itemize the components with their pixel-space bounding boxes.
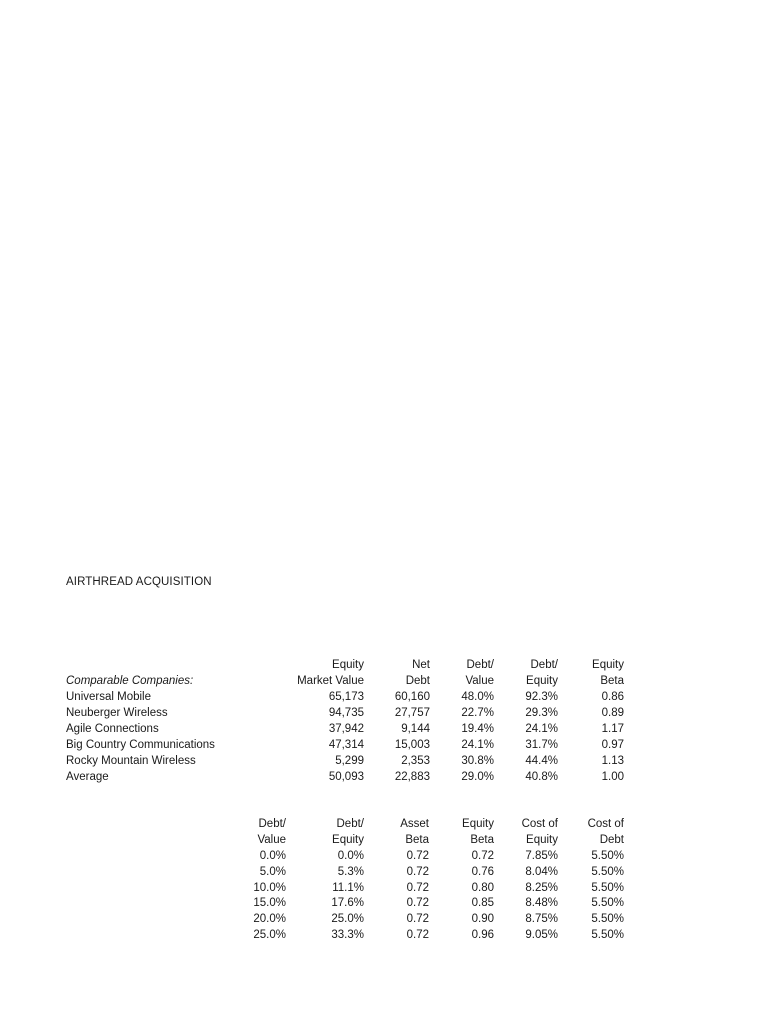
capital-cell: 8.25%	[525, 882, 558, 894]
capital-cell: 15.0%	[253, 897, 286, 909]
comparables-header-col3-line1: Debt/	[466, 659, 494, 671]
comparables-section-label: Comparable Companies:	[66, 675, 194, 687]
capital-cell: 10.0%	[253, 882, 286, 894]
comparables-header-col2-line2: Debt	[405, 675, 430, 687]
capital-cell: 0.96	[471, 929, 494, 941]
capital-cell: 0.76	[471, 866, 494, 878]
comparables-cell: 37,942	[328, 723, 364, 735]
capital-cell: 0.0%	[259, 850, 286, 862]
capital-cell: 11.1%	[332, 882, 364, 894]
comparables-row-name: Big Country Communications	[66, 739, 215, 751]
comparables-header-col4-line1: Debt/	[530, 659, 558, 671]
comparables-cell: 29.3%	[525, 707, 558, 719]
comparables-cell: 50,093	[328, 771, 364, 783]
capital-cell: 20.0%	[253, 913, 286, 925]
capital-header-col6-line2: Debt	[599, 834, 624, 846]
comparables-cell: 40.8%	[525, 771, 558, 783]
comparables-cell: 5,299	[335, 755, 364, 767]
capital-cell: 0.72	[471, 850, 494, 862]
comparables-header-col4-line2: Equity	[526, 675, 558, 687]
capital-cell: 5.50%	[591, 913, 624, 925]
capital-header-col1-line2: Value	[257, 834, 286, 846]
comparables-cell: 29.0%	[461, 771, 494, 783]
capital-cell: 0.72	[406, 850, 429, 862]
comparables-cell: 15,003	[394, 739, 430, 751]
capital-cell: 5.50%	[591, 866, 624, 878]
capital-cell: 7.85%	[525, 850, 558, 862]
comparables-cell: 2,353	[401, 755, 430, 767]
capital-cell: 0.0%	[337, 850, 364, 862]
capital-cell: 5.50%	[591, 882, 624, 894]
capital-cell: 0.72	[406, 913, 429, 925]
comparables-cell: 1.13	[601, 755, 624, 767]
comparables-cell: 22.7%	[461, 707, 494, 719]
capital-header-col3-line1: Asset	[400, 818, 429, 830]
capital-cell: 5.50%	[591, 850, 624, 862]
comparables-row-name: Rocky Mountain Wireless	[66, 755, 196, 767]
capital-header-col2-line1: Debt/	[336, 818, 364, 830]
comparables-cell: 31.7%	[525, 739, 558, 751]
comparables-cell: 65,173	[328, 691, 364, 703]
capital-header-col5-line1: Cost of	[521, 818, 558, 830]
comparables-header-col5-line2: Beta	[600, 675, 624, 687]
comparables-row-name: Average	[66, 771, 109, 783]
capital-cell: 8.75%	[525, 913, 558, 925]
capital-header-col6-line1: Cost of	[587, 818, 624, 830]
capital-cell: 25.0%	[253, 929, 286, 941]
comparables-header-col5-line1: Equity	[592, 659, 624, 671]
capital-cell: 8.04%	[525, 866, 558, 878]
comparables-header-col2-line1: Net	[412, 659, 430, 671]
capital-cell: 0.72	[406, 897, 429, 909]
capital-header-col4-line1: Equity	[462, 818, 494, 830]
comparables-header-col1-line2: Market Value	[297, 675, 364, 687]
comparables-cell: 19.4%	[461, 723, 494, 735]
capital-header-col2-line2: Equity	[332, 834, 364, 846]
comparables-cell: 9,144	[401, 723, 430, 735]
comparables-cell: 22,883	[394, 771, 430, 783]
capital-header-col3-line2: Beta	[405, 834, 429, 846]
capital-header-col4-line2: Beta	[470, 834, 494, 846]
capital-cell: 5.3%	[337, 866, 364, 878]
comparables-cell: 44.4%	[525, 755, 558, 767]
comparables-row-name: Universal Mobile	[66, 691, 152, 703]
capital-cell: 0.90	[471, 913, 494, 925]
comparables-header-col1-line1: Equity	[332, 659, 364, 671]
capital-cell: 0.72	[406, 929, 429, 941]
capital-cell: 25.0%	[331, 913, 364, 925]
capital-cell: 0.72	[406, 866, 429, 878]
comparables-cell: 0.89	[601, 707, 624, 719]
comparables-cell: 0.97	[601, 739, 624, 751]
capital-cell: 0.72	[406, 882, 429, 894]
comparables-cell: 94,735	[328, 707, 364, 719]
comparables-row-name: Agile Connections	[66, 723, 159, 735]
comparables-cell: 27,757	[394, 707, 430, 719]
capital-cell: 5.0%	[259, 866, 286, 878]
page-title: AIRTHREAD ACQUISITION	[66, 576, 212, 588]
comparables-cell: 0.86	[601, 691, 624, 703]
capital-cell: 5.50%	[591, 929, 624, 941]
comparables-cell: 47,314	[328, 739, 364, 751]
capital-cell: 0.80	[471, 882, 494, 894]
comparables-cell: 30.8%	[461, 755, 494, 767]
capital-cell: 5.50%	[591, 897, 624, 909]
comparables-cell: 1.00	[601, 771, 624, 783]
capital-cell: 33.3%	[331, 929, 364, 941]
comparables-header-col3-line2: Value	[465, 675, 494, 687]
comparables-cell: 24.1%	[461, 739, 494, 751]
capital-cell: 9.05%	[525, 929, 558, 941]
capital-cell: 0.85	[471, 897, 494, 909]
capital-cell: 8.48%	[525, 897, 558, 909]
capital-cell: 17.6%	[331, 897, 364, 909]
capital-header-col1-line1: Debt/	[258, 818, 286, 830]
comparables-cell: 1.17	[601, 723, 624, 735]
capital-header-col5-line2: Equity	[526, 834, 558, 846]
comparables-cell: 92.3%	[525, 691, 558, 703]
comparables-row-name: Neuberger Wireless	[66, 707, 168, 719]
comparables-cell: 48.0%	[461, 691, 494, 703]
comparables-cell: 24.1%	[525, 723, 558, 735]
comparables-cell: 60,160	[394, 691, 430, 703]
